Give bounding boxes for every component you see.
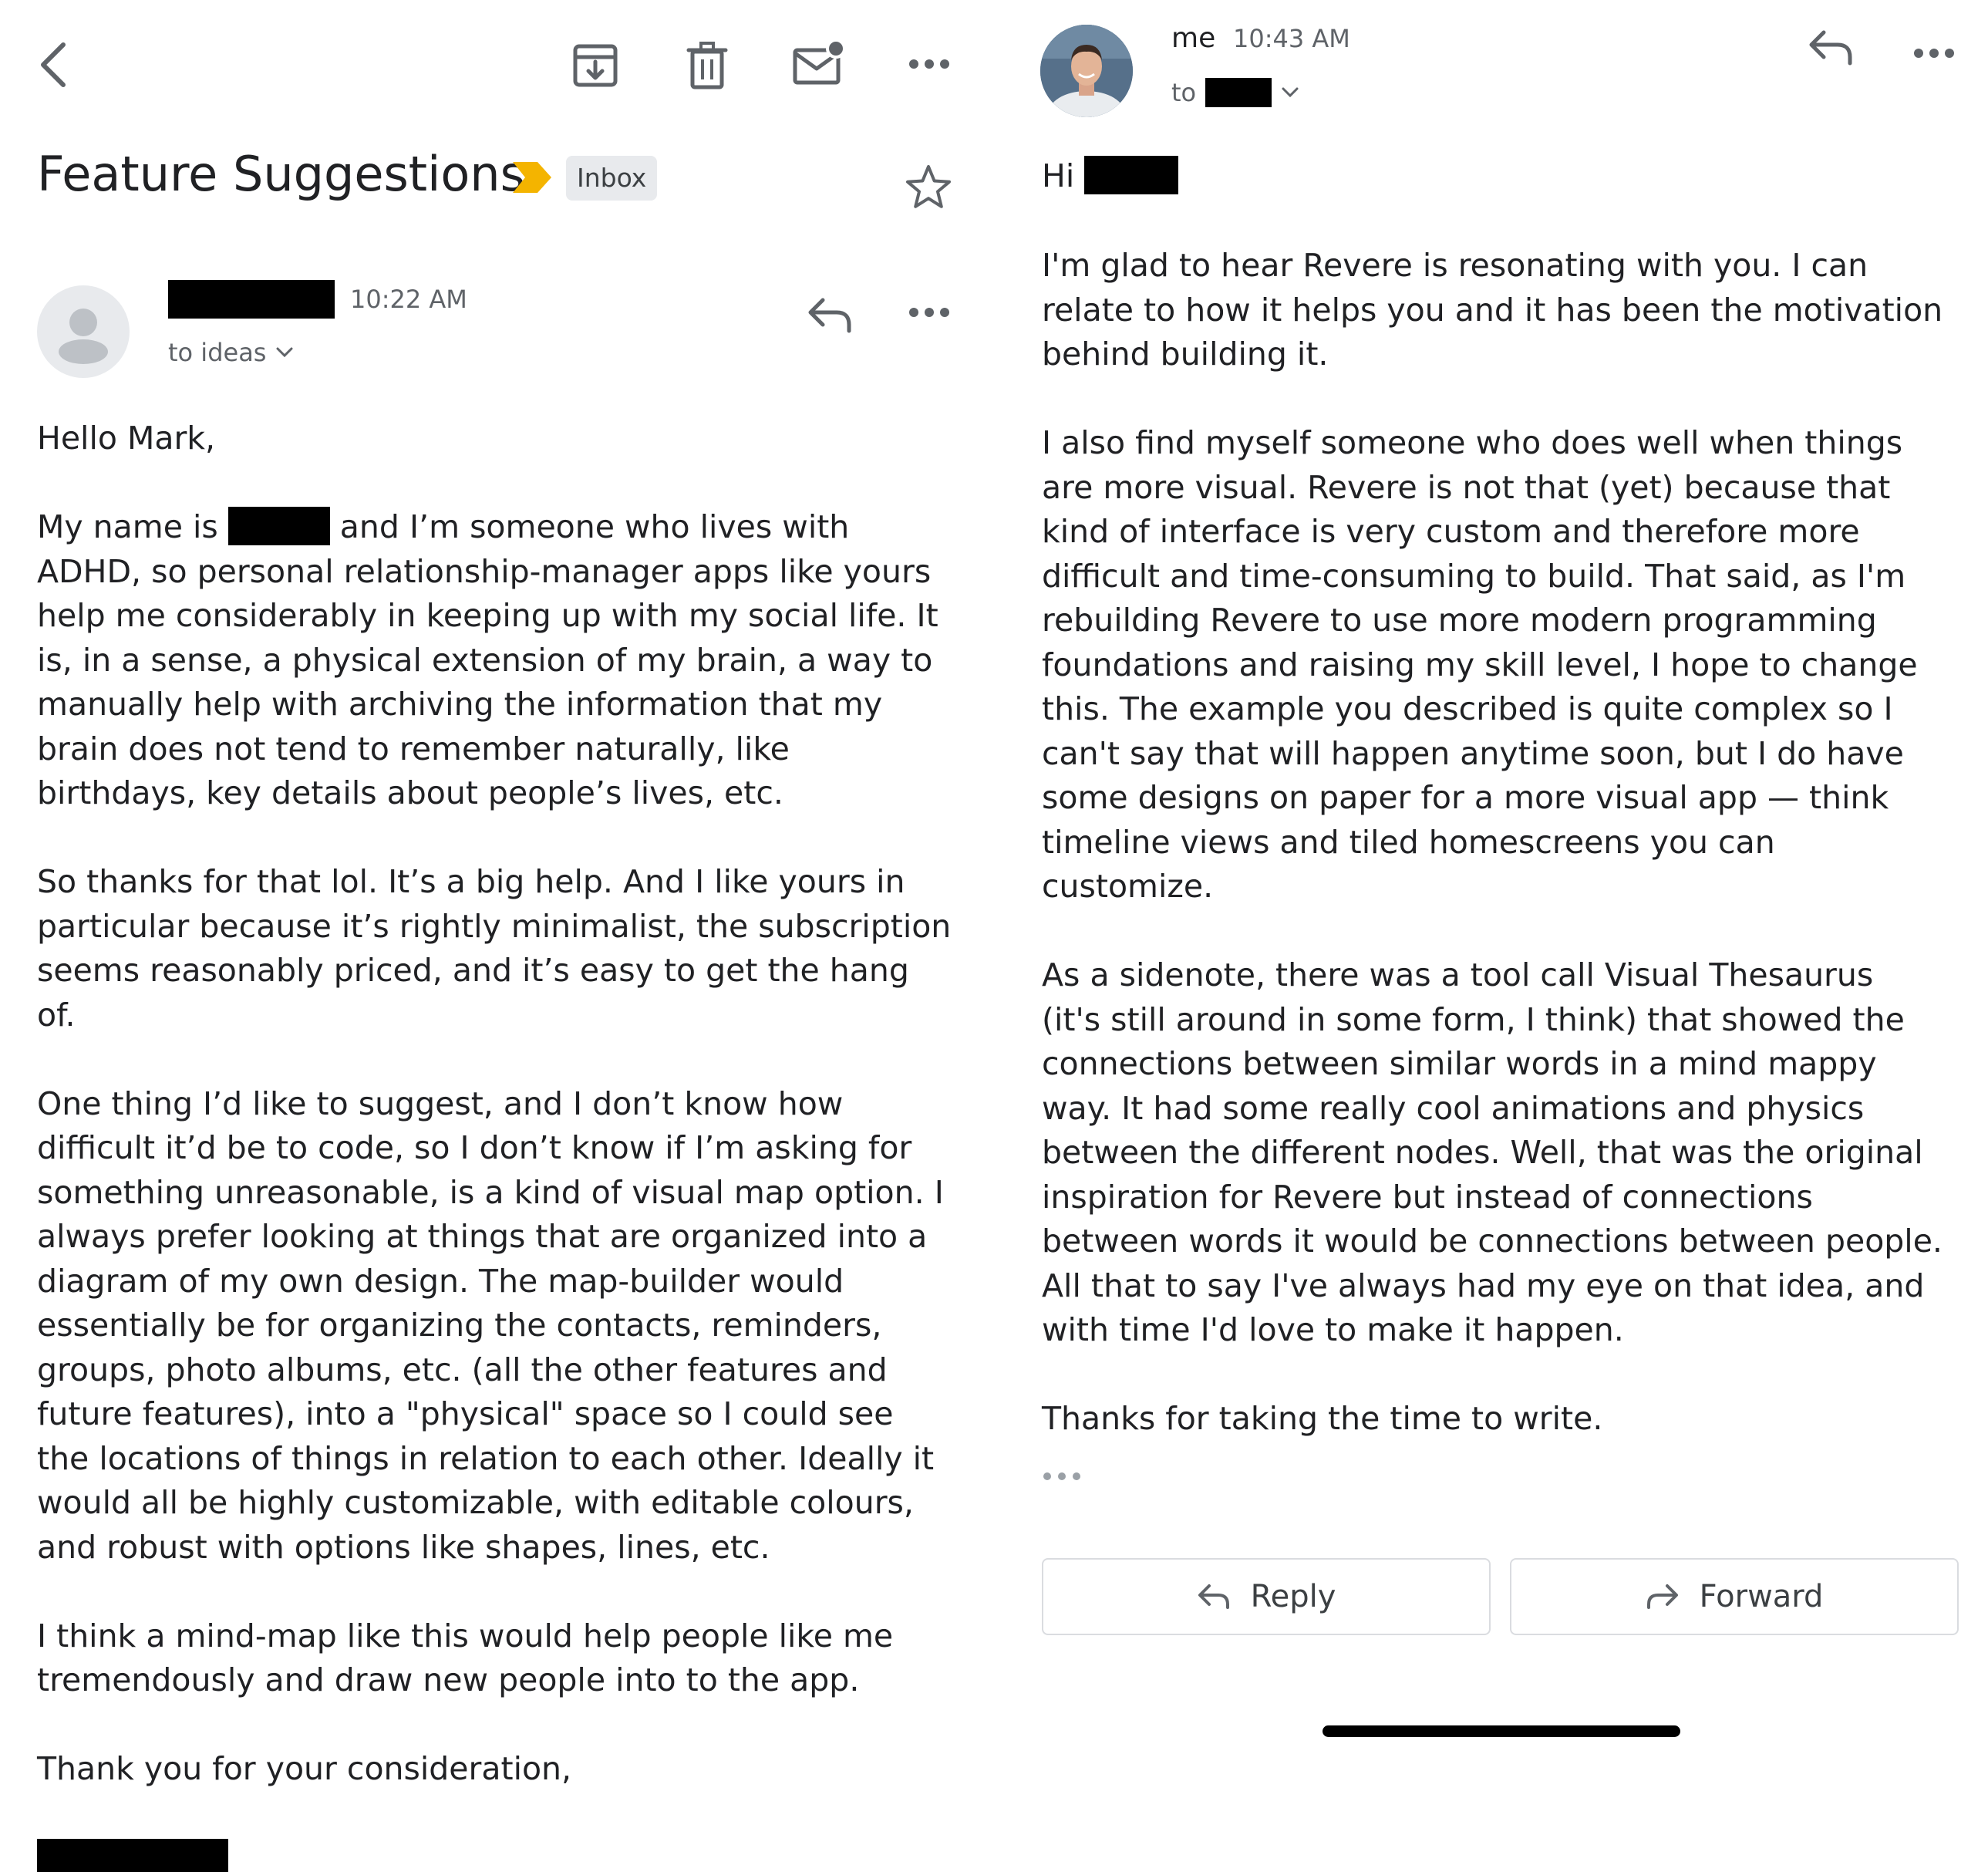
chevron-left-icon <box>35 40 69 89</box>
body-line: I'm glad to hear Revere is resonating with you. I can <box>1042 247 1868 284</box>
archive-icon <box>571 42 619 89</box>
body-line: ADHD, so personal relationship-manager apps like yours <box>37 552 932 590</box>
star-outline-icon <box>905 164 952 209</box>
archive-button[interactable] <box>567 37 624 94</box>
body-line: between the different nodes. Well, that was the original <box>1042 1134 1923 1171</box>
avatar <box>1040 25 1133 117</box>
body-line: My name is and I’m someone who lives with <box>37 508 850 545</box>
star-button[interactable] <box>904 162 953 211</box>
body-line: I think a mind-map like this would help people like me <box>37 1617 894 1654</box>
reply-message-pane <box>994 0 1988 1872</box>
body-line: between words it would be connections between people. <box>1042 1223 1943 1260</box>
more-horizontal-icon <box>1913 48 1955 59</box>
reply-label: Reply <box>1250 1579 1336 1614</box>
message-more-button[interactable] <box>1909 35 1959 71</box>
trash-icon <box>686 41 729 90</box>
body-line: way. It had some really cool animations and physics <box>1042 1089 1865 1127</box>
chevron-down-icon <box>275 346 294 359</box>
redacted-name <box>1084 156 1178 194</box>
mark-unread-button[interactable] <box>790 34 848 93</box>
body-line: rebuilding Revere to use more modern programming <box>1042 602 1877 639</box>
reply-icon <box>1807 28 1855 66</box>
body-line: inspiration for Revere but instead of connections <box>1042 1178 1813 1216</box>
recipient-details-toggle[interactable] <box>1171 77 1299 108</box>
body-line: Thank you for your consideration, <box>37 1750 572 1787</box>
profile-photo-icon <box>1040 25 1133 117</box>
body-line: (it's still around in some form, I think) that showed the <box>1042 1000 1905 1038</box>
delete-button[interactable] <box>680 37 734 94</box>
body-line: Thanks for taking the time to write. <box>1042 1400 1603 1437</box>
body-line: kind of interface is very custom and therefore more <box>1042 513 1860 550</box>
body-line: difficult it’d be to code, so I don’t know if I’m asking for <box>37 1129 912 1166</box>
more-horizontal-icon <box>908 307 950 318</box>
toolbar-more-button[interactable] <box>904 46 955 82</box>
body-line: are more visual. Revere is not that (yet) because that <box>1042 468 1891 506</box>
body-line: One thing I’d like to suggest, and I don’t know how <box>37 1084 844 1122</box>
forward-label: Forward <box>1699 1579 1824 1614</box>
body-line: is, in a sense, a physical extension of my brain, a way to <box>37 641 933 679</box>
sender-name: me <box>1171 22 1216 54</box>
recipient-line: to ideas <box>168 338 267 367</box>
body-line: As a sidenote, there was a tool call Visual Thesaurus <box>1042 956 1874 993</box>
body-line: Hello Mark, <box>37 420 216 457</box>
body-line: essentially be for organizing the contacts, reminders, <box>37 1307 882 1344</box>
body-line: this. The example you described is quite complex so I <box>1042 690 1893 727</box>
important-marker-icon <box>511 160 553 197</box>
body-line: can't say that will happen anytime soon, but I do have <box>1042 734 1904 772</box>
reply-button[interactable] <box>1807 28 1855 66</box>
reply-action-button[interactable] <box>1042 1558 1491 1635</box>
body-line: diagram of my own design. The map-builder would <box>37 1262 844 1300</box>
body-line: difficult and time-consuming to build. That said, as I'm <box>1042 557 1906 595</box>
forward-action-button[interactable] <box>1510 1558 1959 1635</box>
body-line: always prefer looking at things that are organized into a <box>37 1218 928 1255</box>
body-line: groups, photo albums, etc. (all the other features and <box>37 1351 888 1388</box>
message-more-button[interactable] <box>904 295 955 330</box>
message-body <box>37 417 951 1792</box>
person-icon <box>37 285 130 378</box>
body-line: would all be highly customizable, with editable colours, <box>37 1484 914 1521</box>
home-indicator[interactable] <box>1323 1725 1680 1737</box>
recipient-details-toggle[interactable] <box>168 337 294 368</box>
message-time: 10:22 AM <box>350 285 467 314</box>
body-line: help me considerably in keeping up with my social life. It <box>37 597 938 634</box>
body-line: particular because it’s rightly minimalist, the subscription <box>37 907 952 945</box>
body-line: So thanks for that lol. It’s a big help. And I like yours in <box>37 863 905 900</box>
greeting-line <box>1042 154 1178 199</box>
signature-redacted <box>37 1839 228 1872</box>
forward-icon <box>1646 1583 1680 1611</box>
body-line: foundations and raising my skill level, I hope to change <box>1042 646 1918 683</box>
body-line: the locations of things in relation to each other. Ideally it <box>37 1439 935 1477</box>
body-line: some designs on paper for a more visual app — think <box>1042 779 1889 816</box>
body-line: with time I'd love to make it happen. <box>1042 1311 1624 1348</box>
message-time: 10:43 AM <box>1233 24 1350 53</box>
body-line: timeline views and tiled homescreens you can <box>1042 823 1775 861</box>
message-body <box>1042 244 1943 1442</box>
ellipsis-icon <box>1042 1472 1082 1481</box>
body-line: All that to say I've always had my eye on that idea, and <box>1042 1267 1925 1304</box>
body-line: connections between similar words in a mind mappy <box>1042 1045 1877 1082</box>
sender-avatar <box>37 285 130 378</box>
inbox-label-chip[interactable]: Inbox <box>566 156 657 201</box>
mark-unread-icon <box>791 38 847 89</box>
body-line: behind building it. <box>1042 336 1329 373</box>
body-line: manually help with archiving the information that my <box>37 686 883 723</box>
redacted-name <box>228 507 330 545</box>
email-subject: Feature Suggestions <box>37 146 525 202</box>
show-trimmed-content-button[interactable] <box>1039 1462 1085 1490</box>
recipient-redacted <box>1205 78 1272 107</box>
body-line: future features), into a "physical" space so I could see <box>37 1395 894 1432</box>
body-line: relate to how it helps you and it has been the motivation <box>1042 291 1943 329</box>
body-line: brain does not tend to remember naturally, like <box>37 730 790 767</box>
reply-icon <box>806 295 854 334</box>
sender-name-redacted <box>168 280 335 319</box>
chevron-down-icon <box>1281 86 1299 99</box>
back-button[interactable] <box>28 35 77 94</box>
greeting: Hi <box>1042 157 1075 194</box>
body-line: something unreasonable, is a kind of visual map option. I <box>37 1173 944 1211</box>
body-line: and robust with options like shapes, lines, etc. <box>37 1528 770 1566</box>
body-line: birthdays, key details about people’s lives, etc. <box>37 774 783 811</box>
body-line: I also find myself someone who does well when things <box>1042 424 1903 461</box>
reply-icon <box>1197 1583 1231 1611</box>
body-line: tremendously and draw new people into to the app. <box>37 1661 860 1698</box>
more-horizontal-icon <box>908 59 950 69</box>
body-line: seems reasonably priced, and it’s easy to get the hang <box>37 952 909 989</box>
body-line: customize. <box>1042 868 1214 905</box>
reply-button[interactable] <box>802 290 858 339</box>
body-line: of. <box>37 996 76 1034</box>
recipient-label: to <box>1171 78 1197 107</box>
